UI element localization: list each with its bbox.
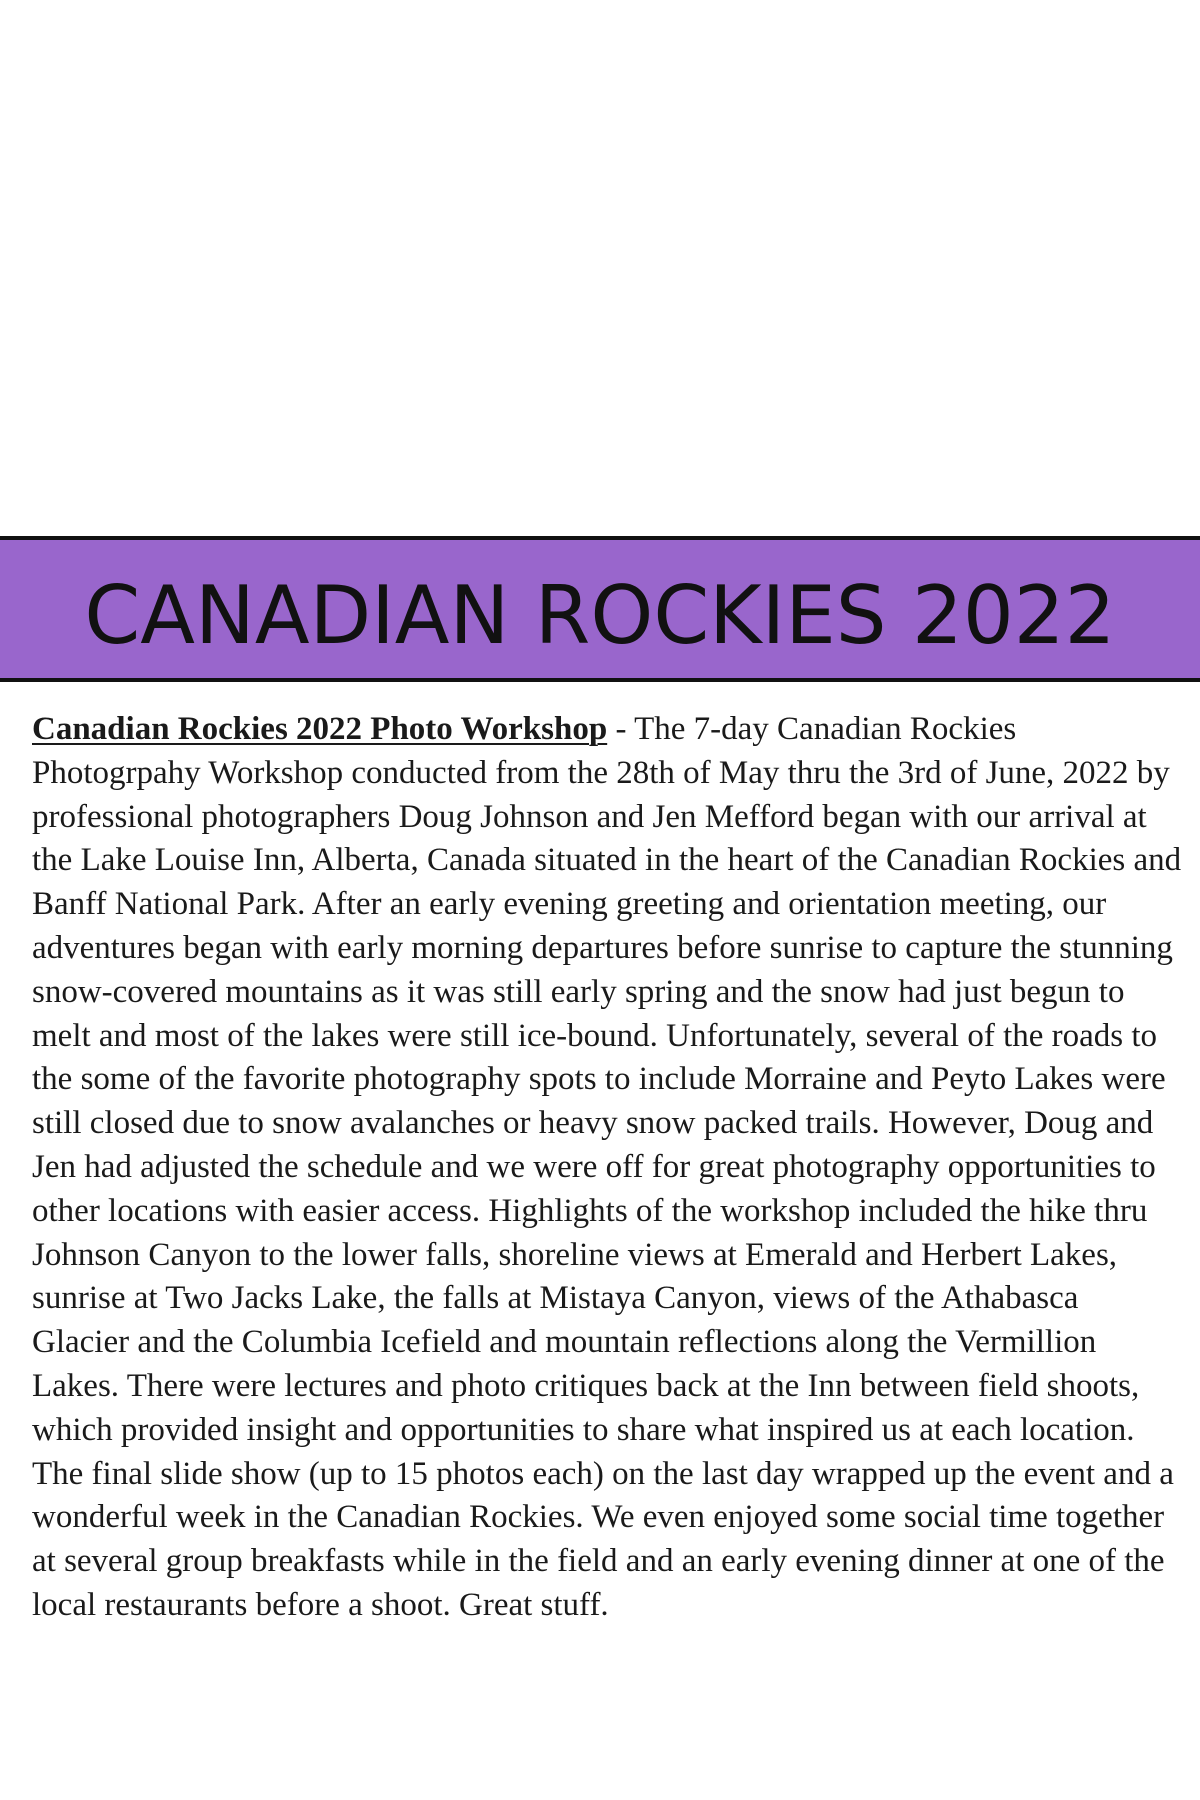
page-title: CANADIAN ROCKIES 2022	[84, 568, 1116, 662]
blank-photo-area	[0, 0, 1200, 536]
article-body: The 7-day Canadian Rockies Photogrpahy Workshop conducted from the 28th of May thru the 3rd of June, 2022 by professional photographers Doug Johnson and Jen Mefford began with our arrival at the Lake Louise Inn, Alberta, Canada situated in the heart of the Canadian Rockies and Banff National Park. After an early evening greeting and orientation meeting, our adventures began with early morning departures before sunrise to capture the stunning snow-covered mountains as it was still early spring and the snow had just begun to melt and most of the lakes were still ice-bound. Unfortunately, several of the roads to the some of the favorite photography spots to include Morraine and Peyto Lakes were still closed due to snow avalanches or heavy snow packed trails. However, Doug and Jen had adjusted the schedule and we were off for great photography opportunities to other locations with easier access. Highlights of the workshop included the hike thru Johnson Canyon to the lower falls, shoreline views at Emerald and Herbert Lakes, sunrise at Two Jacks Lake, the falls at Mistaya Canyon, views of the Athabasca Glacier and the Columbia Icefield and mountain reflections along the Vermillion Lakes. There were lectures and photo critiques back at the Inn between field shoots, which provided insight and opportunities to share what inspired us at each location. The final slide show (up to 15 photos each) on the last day wrapped up the event and a wonderful week in the Canadian Rockies. We even enjoyed some social time together at several group breakfasts while in the field and an early evening dinner at one of the local restaurants before a shoot. Great stuff.	[32, 711, 1182, 1623]
article-heading: Canadian Rockies 2022 Photo Workshop	[32, 711, 608, 747]
title-banner	[0, 536, 1200, 682]
heading-separator: -	[607, 711, 635, 747]
article-paragraph	[32, 708, 1182, 1628]
